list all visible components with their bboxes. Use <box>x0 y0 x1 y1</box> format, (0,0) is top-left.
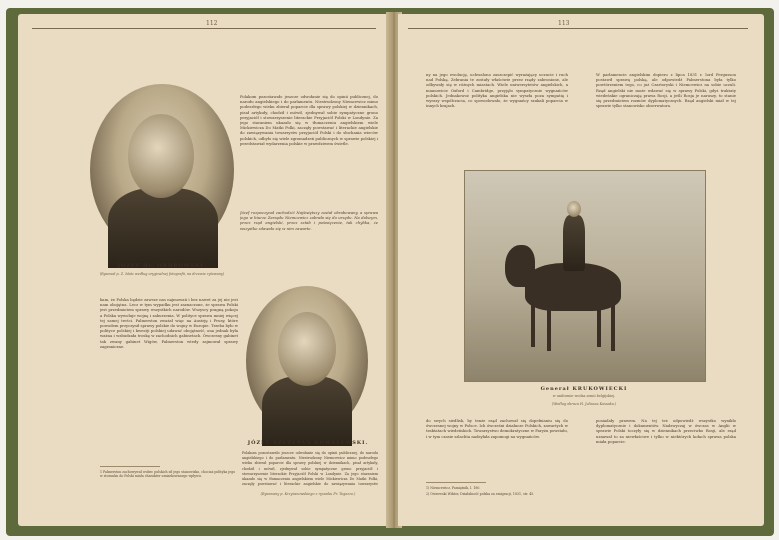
rider-head <box>567 201 581 217</box>
plate-credit: (Według obrazu H. Juliusza Kossaka.) <box>551 402 617 406</box>
rider-figure <box>563 215 585 271</box>
horse-leg <box>531 303 535 347</box>
text-column-right-upper: W parlamencie angielskim dopiero z lipca 1831 r. lord Fergusson postawił sprawę polską, ale odpowiedź Palmerstona była tylko powtórzeniem tego, co już Czartoryski i Niemcewicz na sobie uczuli. Rząd angielski nie może wdawać się w sprawy Polski, gdyż traktaty wiedeńskie ograniczają prawa Rosji, a jeśli Rosja je naruszy, to stanie się przedmiotem rozmów dyplomatycznych. Rząd angielski miał w tej sprawie tylko stanowisko obserwatora. <box>596 72 736 109</box>
horse-neck <box>505 245 535 287</box>
footnote-right-2: 2) Ostrowski Wiktor, Działalność polska za emigracji, 1831, str. 45. <box>426 492 535 496</box>
portrait1-subcaption: (Rysował p. Z. Matz według oryginalnej fotografii, na drzewie rytowany) <box>99 272 225 276</box>
footnote-rule-right <box>426 482 486 483</box>
page-number-left: 112 <box>206 20 218 27</box>
text-column-left-upper: ny na jego ewolucję, uchwalono zaszczepić wyrażający uczucie i ruch nad Polską. Zebrania te zostały właściwie przez rządy zabronione, ale odbywały się w różnych miastach. Wiele uniwersytetów angielskich, a mianowicie Oxford i Cambridge, przyjęło sympatycznie wygnańców polskich. Jednakowoż polityka angielska nie wyszła poza sympatię i wyrazy współczucia, co spowodowało, że wygnańcy szukali poparcia w innych krajach. <box>426 72 568 109</box>
portrait-coat <box>108 188 218 268</box>
plate-subcaption: w uniformie wodza armii belgijskiej. <box>552 394 616 398</box>
text-column-left-lower: kam, że Polska będzie zawsze nas najmowań i bez nawet za jej nie jest nam obojętna. Lecz w tym wypadku jest zaznaczone, że sprawa Polski jest przedmiotem sprawy wszystkich narodów. Wszyscy pragną pokoju a Polska wywołuje wojnę i zaburzenia. W polityce sprawa mniej więcej tej samej treści. Palmerston zważał więc na Austrję i Prusy, które powodem przyczynił sprawy polskie do wojny w Europie. Trzeba było w polityce polskiej i kwestji polskiej udawać obojętność, ona jednak była ważna i wzbudzała troskę w zachodnich gabinetach. Ówczesny gabinet tak zwany gabinet Wigów, Palmerston wtedy zajmował sprawy zagraniczne. <box>100 297 238 349</box>
portrait-ordrowski <box>90 84 234 256</box>
plate-krukowiecki <box>464 170 706 382</box>
text-column-right-upper: Polakom pozostawało jeszcze odwołanie się do opinii publicznej, do narodu angielskiego i do parlamentu. Niestrudzony Niemcewicz mimo podeszłego wieku zbierał poparcie dla sprawy polskiej w dziennikach, pisał artykuły, chodził i mówił, zjednywał sobie sympatyczne grono przyjaciół i stowarzyszenie literackie Przyjaciół Polski w Londynie. Za jego staraniem ukazało się w tłumaczeniu angielskiem wiele Mickiewicza Do Matki Polki, zaczęły powstawać i literackie angielskie do zawiązywania towarzystw przyjaciół Polski i do słuchania wieców polskich, odbyło się wiele zgromadzeń publicznych w sprawie polskiej i przedstawiał wydarzenia polskie w prawdziwem świetle. <box>240 94 378 146</box>
portrait-coat-2 <box>262 376 352 446</box>
left-page <box>18 14 390 526</box>
page-number-right: 113 <box>558 20 570 27</box>
right-page <box>398 14 764 526</box>
portrait2-text: Polakom pozostawało jeszcze odwołanie się do opinii publicznej, do narodu angielskiego i do parlamentu. Niestrudzony Niemcewicz mimo podeszłego wieku zbierał poparcie dla sprawy polskiej w dziennikach, pisał artykuły, chodził i mówił, zjednywał sobie sympatyczne grono przyjaciół i stowarzyszenie literackie Przyjaciół Polski w Londynie. Za jego staraniem ukazało się w tłumaczeniu angielskiem wiele Mickiewicza Do Matki Polki, zaczęły powstawać i literackie angielskie do zawiązywania towarzystw <box>242 451 378 487</box>
portrait2-subcaption: (Rysowany p. Krzyżanowskiego z rysunku Fr. Tegazzo.) <box>260 492 356 496</box>
portrait2-caption: JÓZEF SZCZEPAN KOWALEWSKI. <box>247 440 369 446</box>
header-rule-right <box>408 28 748 29</box>
horse-leg <box>611 303 615 351</box>
header-rule <box>32 28 376 29</box>
footnote-right-1: 1) Niemcewicz, Pamiętnik, I. 180. <box>426 486 481 490</box>
text-column-left-lower: do swych siedlisk, by tenże rząd zachował się dopełnianiu się do ówczesnej wojny w Polsce. Ich ówcześni działacze Polskich, zawartych w traktatach wiedeńskich. Towarzystwo demokratyczne w Paryżu powstało, i w tym czasie szlachta nadsyłała zapomogi na wygnańców. <box>426 418 568 439</box>
text-column-right-lower: posiadały prawem. Na tej też odpowiedź wszystko wynikło dyplomatycznie i dokumentów. Nadzwyczaj w ówczas w Anglii w sprawie Polski toczyły się w dziennikach przeciwko Rosji, ale rząd uznawał to za niewłaściwe i tylko w niektórych kołach sprawa polska miała poparcie. <box>596 418 736 444</box>
portrait-kowalewski <box>246 286 368 436</box>
portrait1-caption: JÓZEF Hr. ORDROWSKI. <box>117 263 207 269</box>
horse-leg <box>597 303 601 347</box>
text-caption-block: Józef rozpoczynał zachodzić Najświętszy został obrabowany, a sprawa jego w biurze Zarządu Niemcewicz zabrała się do urzędu. Na dalszym, przez rząd angielski, przez sztab i poświęcenie, tak chybka, że wszystko zdawało się w nim zawarte. <box>240 210 378 231</box>
portrait-face <box>128 114 194 198</box>
portrait-face-2 <box>278 312 336 386</box>
footnote-rule <box>100 466 160 467</box>
plate-caption: Generał KRUKOWIECKI <box>540 386 628 392</box>
footnote-left: 1 Palmerston zachowywał wobec polskich sił jego stanowisko, chociaż polityka jego w stosunku do Polski miała charakter umiarkowanego wpływu. <box>100 470 236 479</box>
horse-leg <box>547 303 551 351</box>
